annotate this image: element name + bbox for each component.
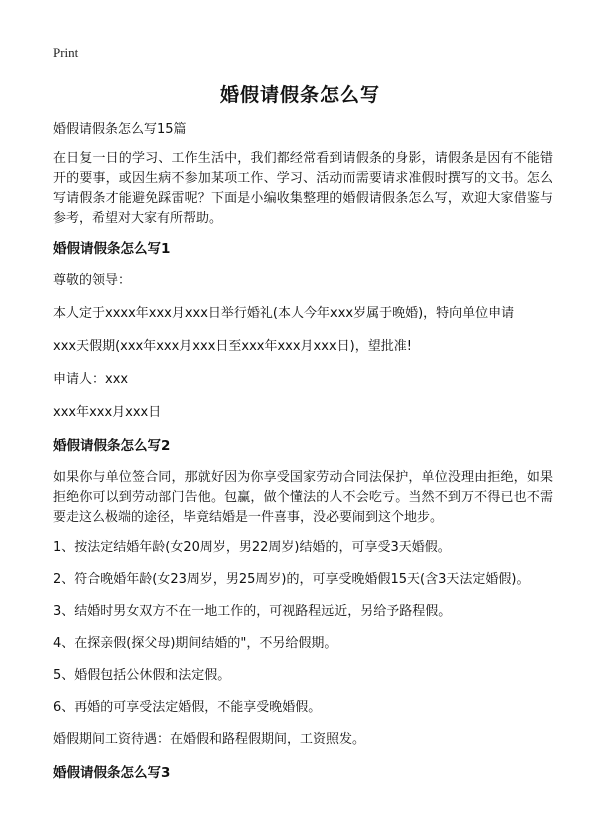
applicant-line: 申请人：xxx: [53, 372, 129, 387]
list-item: 6、再婚的可享受法定婚假，不能享受晚婚假。: [53, 700, 322, 715]
section-heading-1: 婚假请假条怎么写1: [53, 241, 171, 257]
date-line: xxx年xxx月xxx日: [53, 405, 162, 420]
section-heading-2: 婚假请假条怎么写2: [53, 438, 171, 454]
wage-note: 婚假期间工资待遇：在婚假和路程假期间，工资照发。: [53, 732, 366, 747]
list-item: 3、结婚时男女双方不在一地工作的，可视路程远近，另给予路程假。: [53, 604, 452, 619]
section-2-paragraph: 如果你与单位签合同，那就好因为你享受国家劳动合同法保护，单位没理由拒绝，如果拒绝你可以到劳动部门告他。包赢，做个懂法的人不会吃亏。当然不到万不得已也不需要走这么极端的途径，毕竟结婚是一件喜事，没必要闹到这个地步。: [53, 470, 553, 525]
list-item: 1、按法定结婚年龄(女20周岁，男22周岁)结婚的，可享受3天婚假。: [53, 540, 451, 555]
list-item: 4、在探亲假(探父母)期间结婚的"，不另给假期。: [53, 636, 338, 651]
document-title: 婚假请假条怎么写: [219, 84, 380, 106]
list-item: 2、符合晚婚年龄(女23周岁，男25周岁)的，可享受晚婚假15天(含3天法定婚假)。: [53, 572, 530, 587]
list-item: 5、婚假包括公休假和法定假。: [53, 668, 231, 683]
document-body: [53, 120, 553, 795]
section-heading-3: 婚假请假条怎么写3: [53, 765, 171, 781]
document-subtitle: 婚假请假条怎么写15篇: [53, 122, 187, 137]
print-link[interactable]: Print: [53, 45, 79, 60]
salutation: 尊敬的领导：: [53, 273, 132, 288]
request-line-1: 本人定于xxxx年xxx月xxx日举行婚礼(本人今年xxx岁属于晚婚)，特向单位申请: [53, 306, 515, 321]
request-line-2: xxx天假期(xxx年xxx月xxx日至xxx年xxx月xxx日)，望批准!: [53, 339, 412, 354]
intro-paragraph: 在日复一日的学习、工作生活中，我们都经常看到请假条的身影，请假条是因有不能错开的要事，或因生病不参加某项工作、学习、活动而需要请求准假时撰写的文书。怎么写请假条才能避免踩雷呢？下面是小编收集整理的婚假请假条怎么写，欢迎大家借鉴与参考，希望对大家有所帮助。: [53, 151, 553, 226]
